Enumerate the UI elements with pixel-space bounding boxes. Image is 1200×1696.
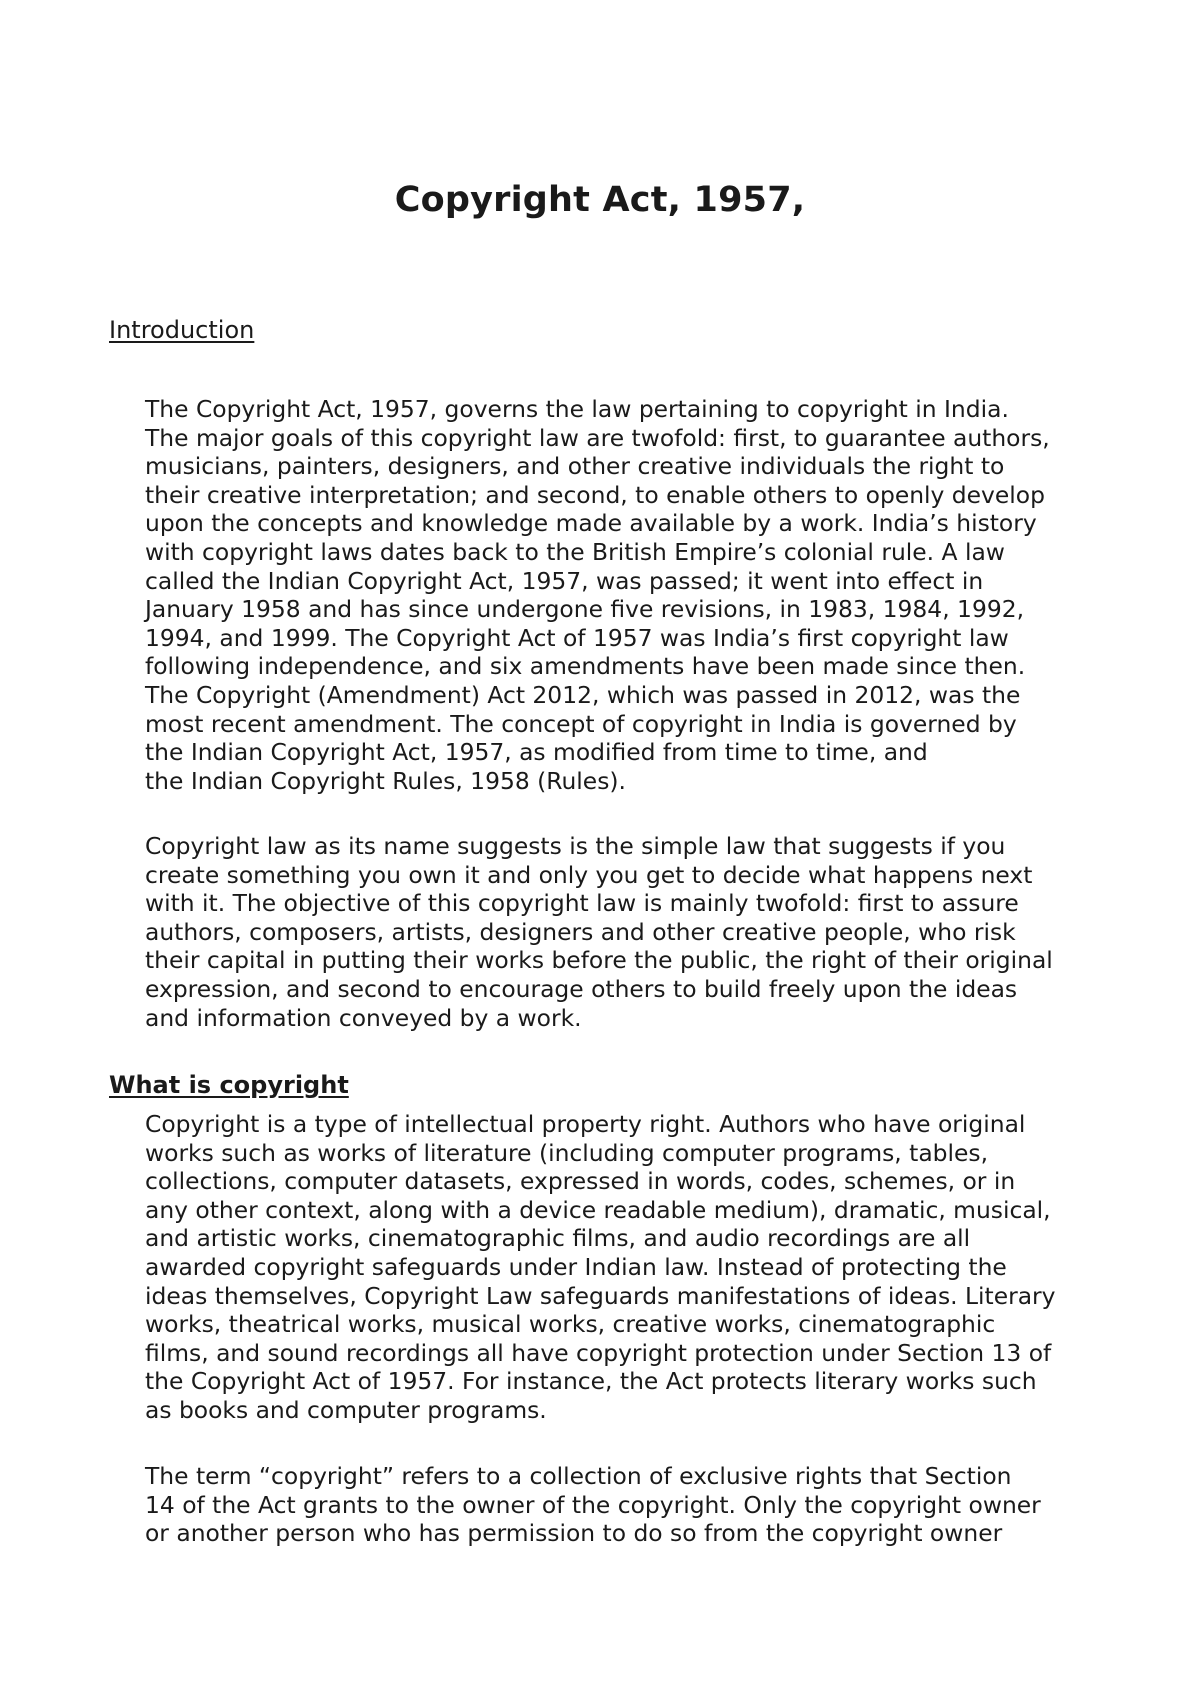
text-line: Copyright law as its name suggests is the simple law that suggests if you [145, 832, 1006, 860]
text-line: the Indian Copyright Rules, 1958 (Rules). [145, 766, 626, 795]
paragraph [145, 1110, 1085, 1425]
text-line: musicians, painters, designers, and other creative individuals the right to [145, 452, 1005, 481]
text-line: upon the concepts and knowledge made available by a work. India’s history [145, 509, 1037, 538]
paragraph [145, 395, 1085, 795]
text-line: following independence, and six amendments have been made since then. [145, 652, 1026, 681]
text-line: and information conveyed by a work. [145, 1003, 582, 1032]
text-line: as books and computer programs. [145, 1395, 547, 1424]
text-line: called the Indian Copyright Act, 1957, was passed; it went into effect in [145, 566, 984, 595]
text-line: 1994, and 1999. The Copyright Act of 1957 was India’s first copyright law [145, 623, 1009, 652]
paragraph [145, 1462, 1085, 1548]
text-line: films, and sound recordings all have copyright protection under Section 13 of [145, 1338, 1052, 1367]
text-line: Copyright is a type of intellectual property right. Authors who have original [145, 1110, 1026, 1138]
section-heading-introduction: Introduction [109, 316, 255, 344]
text-line: The Copyright Act, 1957, governs the law pertaining to copyright in India. [145, 395, 1009, 423]
text-line: any other context, along with a device readable medium), dramatic, musical, [145, 1195, 1051, 1224]
text-line: their capital in putting their works before the public, the right of their original [145, 946, 1053, 975]
text-line: awarded copyright safeguards under Indian law. Instead of protecting the [145, 1252, 1007, 1281]
text-line: the Copyright Act of 1957. For instance, the Act protects literary works such [145, 1367, 1037, 1396]
text-line: January 1958 and has since undergone five revisions, in 1983, 1984, 1992, [145, 595, 1025, 624]
text-line: The term “copyright” refers to a collection of exclusive rights that Section [145, 1462, 1012, 1490]
text-line: expression, and second to encourage others to build freely upon the ideas [145, 974, 1018, 1003]
text-line: or another person who has permission to do so from the copyright owner [145, 1519, 1003, 1548]
text-line: collections, computer datasets, expressed in words, codes, schemes, or in [145, 1167, 1016, 1196]
text-line: authors, composers, artists, designers and other creative people, who risk [145, 917, 1016, 946]
text-line: 14 of the Act grants to the owner of the copyright. Only the copyright owner [145, 1490, 1041, 1519]
text-line: create something you own it and only you get to decide what happens next [145, 860, 1033, 889]
paragraph [145, 832, 1085, 1032]
text-line: most recent amendment. The concept of copyright in India is governed by [145, 709, 1017, 738]
text-line: the Indian Copyright Act, 1957, as modified from time to time, and [145, 738, 928, 767]
text-line: works such as works of literature (including computer programs, tables, [145, 1138, 989, 1167]
section-heading-what-is-copyright: What is copyright [109, 1071, 349, 1099]
text-line: with copyright laws dates back to the British Empire’s colonial rule. A law [145, 537, 1005, 566]
text-line: and artistic works, cinematographic films, and audio recordings are all [145, 1224, 971, 1253]
document-title: Copyright Act, 1957, [394, 180, 806, 220]
text-line: ideas themselves, Copyright Law safeguards manifestations of ideas. Literary [145, 1281, 1056, 1310]
text-line: their creative interpretation; and second, to enable others to openly develop [145, 480, 1045, 509]
text-line: with it. The objective of this copyright law is mainly twofold: first to assure [145, 889, 1019, 918]
text-line: works, theatrical works, musical works, creative works, cinematographic [145, 1310, 996, 1339]
text-line: The major goals of this copyright law are twofold: first, to guarantee authors, [145, 423, 1050, 452]
text-line: The Copyright (Amendment) Act 2012, which was passed in 2012, was the [145, 680, 1021, 709]
